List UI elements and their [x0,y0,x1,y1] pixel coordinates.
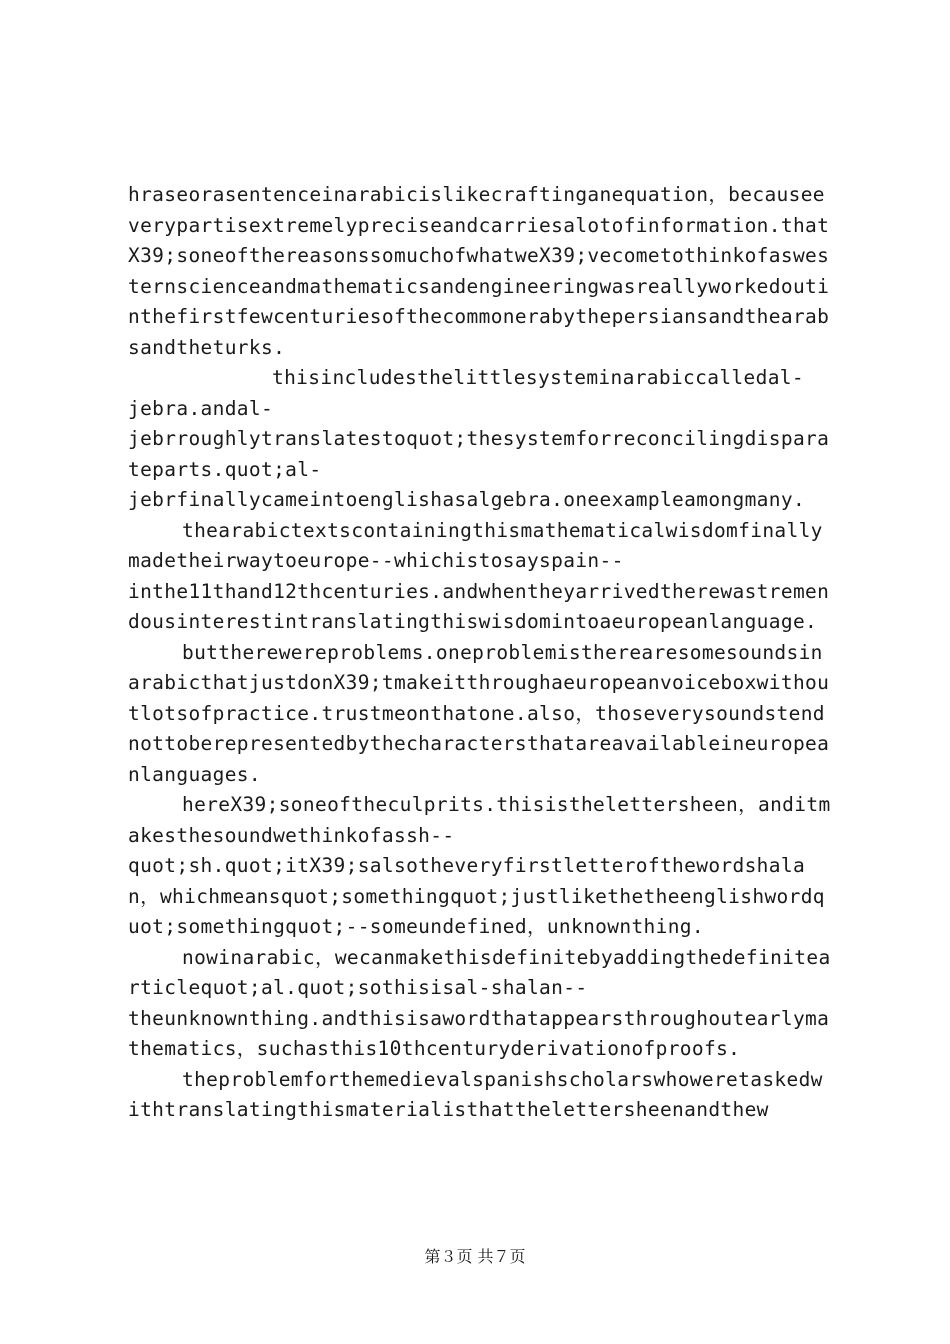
paragraph-6: nowinarabic，wecanmakethisdefinitebyaddingthedefinitearticlequot;al.quot;sothisisal-shalan-- theunknownthing.andthisisawordthatappearsthroughoutearlymathematics，suchasthis10thcenturyderivationofproofs. [128,945,831,1060]
paragraph-4: buttherewereproblems.oneproblemistherearesomesoundsinarabicthatjustdonX39;tmakeitthroughaeuropeanvoiceboxwithoutlotsofpractice.trustmeonthatone.also，thoseverysoundstendnottoberepresentedbythecharactersthatareavailableineuropeanlanguages. [128,640,830,786]
paragraph-3: thearabictextscontainingthismathematicalwisdomfinallymadetheirwaytoeurope--whichistosayspain-- inthe11thand12thcenturies.andwhentheyarrivedtherewastremendousinterestintranslatingthiswisdomintoaeuropeanlanguage. [128,518,830,633]
paragraph-5: hereX39;soneoftheculprits.thisisthelettersheen，anditmakesthesoundwethinkofassh-- quot;sh.quot;itX39;salsotheveryfirstletterofthewordshalan，whichmeansquot;somethingquot;justlikethetheenglishwordquot;somethingquot;--someundefined，unknownthing. [128,793,831,938]
paragraph-1: hraseorasentenceinarabicislikecraftinganequation，becauseeverypartisextremelypreciseandcarriesalotofinformation.thatX39;soneofthereasonssomuchofwhatweX39;vecometothinkofaswesternscienceandmathematicsandengineeringwasreallyworkedoutinthefirstfewcenturiesofthecommonerabythepersiansandthearabsandtheturks. [128,183,830,359]
paragraph-7: theproblemforthemedievalspanishscholarswhoweretaskedwithtranslatingthismaterialisthatthelettersheenandthew [128,1067,823,1121]
page-footer: 第３页 共７页 [424,1247,526,1266]
paragraph-2: thisincludesthelittlesysteminarabiccalledal- jebra.andal- jebrroughlytranslatestoquot;thesystemforreconcilingdisparateparts.quot;al- jebrfinallycameintoenglishasalgebra.oneexampleamongmany. [128,366,830,511]
body-text [128,180,833,1126]
